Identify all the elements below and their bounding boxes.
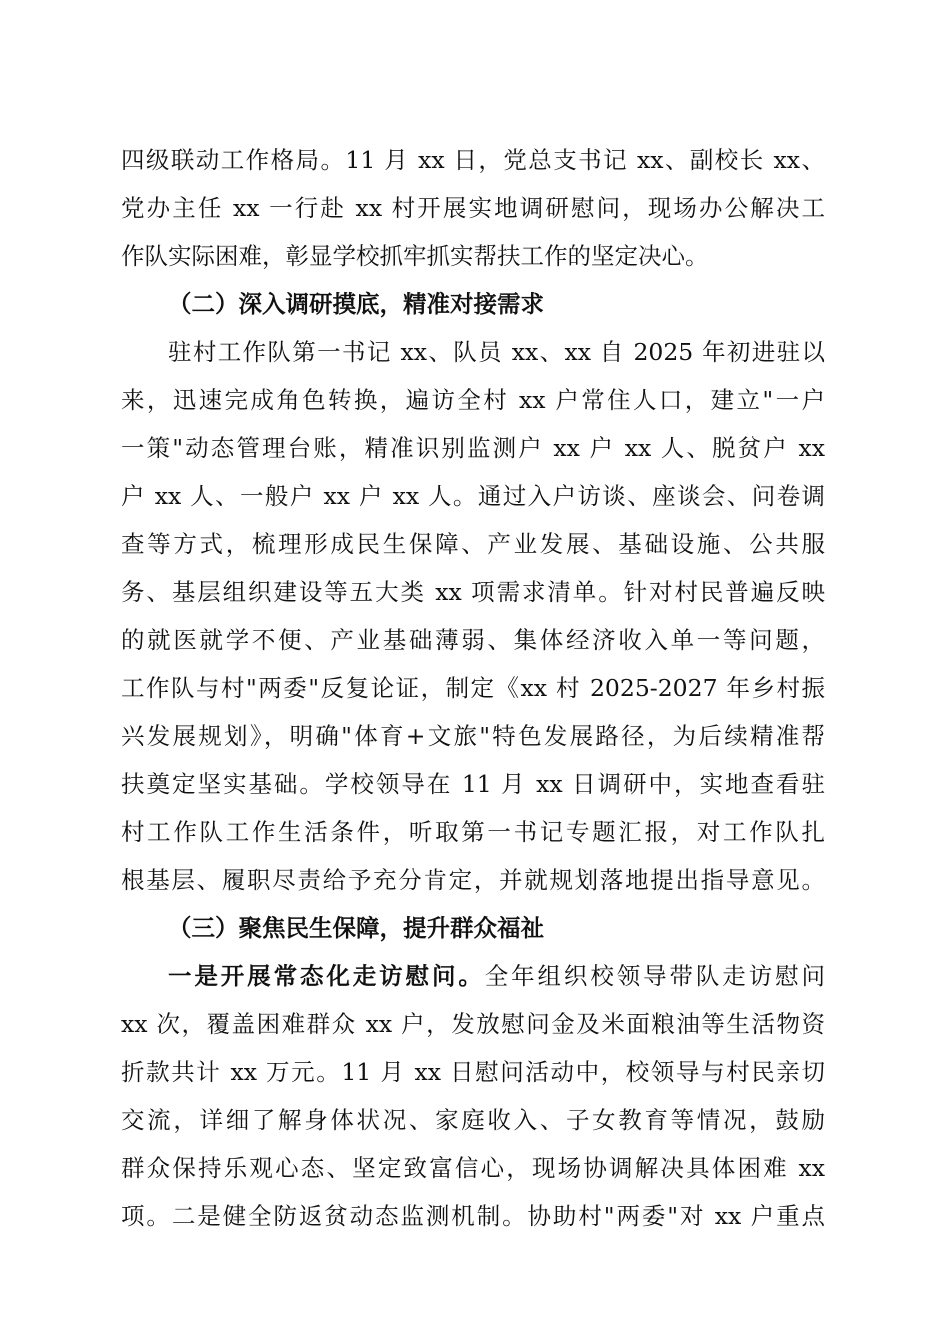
section-heading-2: （二）深入调研摸底，精准对接需求	[168, 290, 544, 318]
paragraph-2-line-9: 兴发展规划》，明确"体育+文旅"特色发展路径，为后续精准帮	[121, 722, 825, 750]
paragraph-2-line-6: 务、基层组织建设等五大类 xx 项需求清单。针对村民普遍反映	[121, 578, 825, 606]
paragraph-1-line-3: 作队实际困难，彰显学校抓牢抓实帮扶工作的坚定决心。	[121, 242, 709, 270]
paragraph-2-line-11: 村工作队工作生活条件，听取第一书记专题汇报，对工作队扎	[121, 818, 825, 846]
paragraph-3-line-6: 项。二是健全防返贫动态监测机制。协助村"两委"对 xx 户重点	[121, 1202, 825, 1230]
paragraph-2-line-3: 一策"动态管理台账，精准识别监测户 xx 户 xx 人、脱贫户 xx	[121, 434, 825, 462]
paragraph-2-line-2: 来，迅速完成角色转换，遍访全村 xx 户常住人口，建立"一户	[121, 386, 825, 414]
paragraph-3-line-4: 交流，详细了解身体状况、家庭收入、子女教育等情况，鼓励	[121, 1106, 825, 1134]
paragraph-2-line-10: 扶奠定坚实基础。学校领导在 11 月 xx 日调研中，实地查看驻	[121, 770, 825, 798]
paragraph-3-line-5: 群众保持乐观心态、坚定致富信心，现场协调解决具体困难 xx	[121, 1154, 825, 1182]
paragraph-3-line-1	[168, 960, 825, 992]
paragraph-3-line-2: xx 次，覆盖困难群众 xx 户，发放慰问金及米面粮油等生活物资	[121, 1010, 825, 1038]
paragraph-2-line-4: 户 xx 人、一般户 xx 户 xx 人。通过入户访谈、座谈会、问卷调	[121, 482, 825, 510]
paragraph-2-line-8: 工作队与村"两委"反复论证，制定《xx 村 2025-2027 年乡村振	[121, 674, 825, 702]
paragraph-2-line-12: 根基层、履职尽责给予充分肯定，并就规划落地提出指导意见。	[121, 866, 825, 894]
paragraph-2-line-7: 的就医就学不便、产业基础薄弱、集体经济收入单一等问题，	[121, 626, 825, 654]
section-heading-3: （三）聚焦民生保障，提升群众福祉	[168, 914, 544, 942]
paragraph-2-line-1: 驻村工作队第一书记 xx、队员 xx、xx 自 2025 年初进驻以	[168, 338, 825, 366]
paragraph-1-line-2: 党办主任 xx 一行赴 xx 村开展实地调研慰问，现场办公解决工	[121, 194, 825, 222]
paragraph-3-lead: 一是开展常态化走访慰问。	[168, 962, 485, 990]
paragraph-3-line-1-rest: 全年组织校领导带队走访慰问	[484, 962, 825, 990]
paragraph-2-line-5: 查等方式，梳理形成民生保障、产业发展、基础设施、公共服	[121, 530, 825, 558]
paragraph-3-line-3: 折款共计 xx 万元。11 月 xx 日慰问活动中，校领导与村民亲切	[121, 1058, 825, 1086]
paragraph-1-line-1: 四级联动工作格局。11 月 xx 日，党总支书记 xx、副校长 xx、	[121, 146, 825, 174]
